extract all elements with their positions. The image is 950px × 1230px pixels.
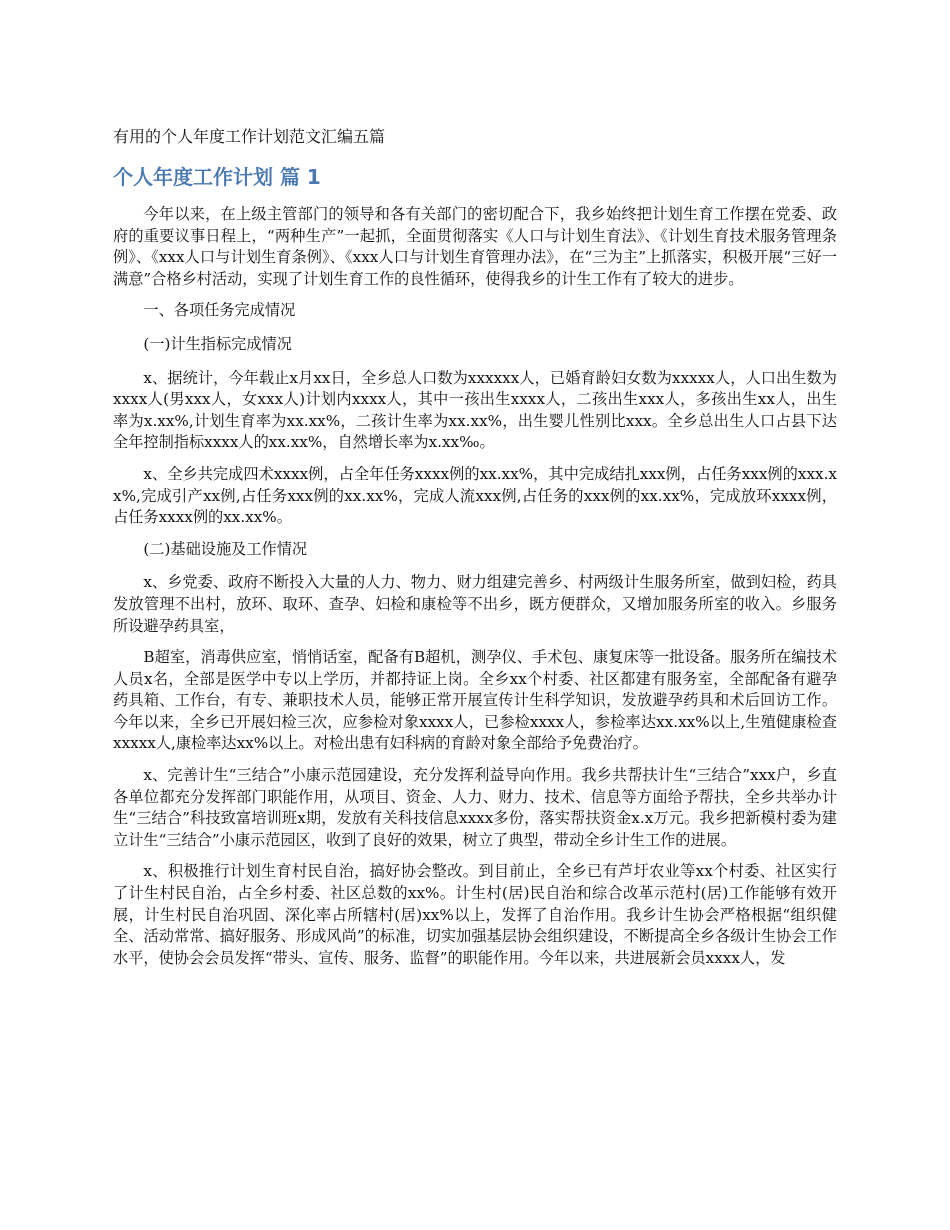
paragraph-statistics: x、据统计，今年载止x月xx日，全乡总人口数为xxxxxx人，已婚育龄妇女数为xxxxx人，人口出生数为xxxx人(男xxx人，女xxx人)计划内xxxx人，其中一孩出生xxxx人，二孩出生xxx人，多孩出生xx人，出生率为x.xx%,计划生育率为xx.xx%，二孩计生率为xx.xx%，出生婴儿性别比xxx。全乡总出生人口占县下达全年控制指标xxxx人的xx.xx%，自然增长率为x.xx‰。 xyxy=(113,368,837,452)
paragraph-section-1: 一、各项任务完成情况 xyxy=(143,301,296,320)
paragraph-intro: 今年以来，在上级主管部门的领导和各有关部门的密切配合下，我乡始终把计划生育工作摆在党委、政府的重要议事日程上，“两种生产”一起抓，全面贯彻落实《人口与计划生育法》、《计划生育技术服务管理条例》、《xxx人口与计划生育条例》、《xxx人口与计划生育管理办法》，在“三为主”上抓落实，积极开展“三好一满意”合格乡村活动，实现了计划生育工作的良性循环，使得我乡的计生工作有了较大的进步。 xyxy=(113,205,837,288)
paragraph-self-governance: x、积极推行计划生育村民自治，搞好协会整改。到目前止，全乡已有芦圩农业等xx个村委、社区实行了计生村民自治，占全乡村委、社区总数的xx%。计生村(居)民自治和综合改革示范村(居)工作能够有效开展，计生村民自治巩固、深化率占所辖村(居)xx%以上，发挥了自治作用。我乡计生协会严格根据“组织健全、活动常常、搞好服务、形成风尚”的标准，切实加强基层协会组织建设，不断提高全乡各级计生协会工作水平，使协会会员发挥“带头、宣传、服务、监督”的职能作用。今年以来，共进展新会员xxxx人，发 xyxy=(113,862,837,967)
document-body xyxy=(113,204,837,979)
paragraph-subsection-2: (二)基础设施及工作情况 xyxy=(143,539,308,558)
paragraph-facilities: x、乡党委、政府不断投入大量的人力、物力、财力组建完善乡、村两级计生服务所室，做到妇检，药具发放管理不出村，放环、取环、查孕、妇检和康检等不出乡，既方便群众，又增加服务所室的收入。乡服务所设避孕药具室， xyxy=(113,573,837,635)
paragraph-three-combination: x、完善计生“三结合”小康示范园建设，充分发挥利益导向作用。我乡共帮扶计生“三结合”xxx户，乡直各单位都充分发挥部门职能作用，从项目、资金、人力、财力、技术、信息等方面给予帮扶，全乡共举办计生“三结合”科技致富培训班x期，发放有关科技信息xxxx多份，落实帮扶资金x.x万元。我乡把新模村委为建立计生“三结合”小康示范园区，收到了良好的效果，树立了典型，带动全乡计生工作的进展。 xyxy=(113,766,837,849)
document-title: 有用的个人年度工作计划范文汇编五篇 xyxy=(113,127,386,146)
paragraph-equipment: B超室，消毒供应室，悄悄话室，配备有B超机，测孕仪、手术包、康复床等一批设备。服务所在编技术人员x名，全部是医学中专以上学历，并都持证上岗。全乡xx个村委、社区都建有服务室，全部配备有避孕药具箱、工作台，有专、兼职技术人员，能够正常开展宣传计生科学知识，发放避孕药具和术后回访工作。今年以来，全乡已开展妇检三次，应参检对象xxxx人，已参检xxxx人，参检率达xx.xx%以上,生殖健康检查xxxxx人,康检率达xx%以上。对检出患有妇科病的育龄对象全部给予免费治疗。 xyxy=(113,648,837,753)
paragraph-surgeries: x、全乡共完成四术xxxx例，占全年任务xxxx例的xx.xx%，其中完成结扎xxx例，占任务xxx例的xxx.xx%,完成引产xx例,占任务xxx例的xx.xx%，完成人流xxx例,占任务的xxx例的xx.xx%，完成放环xxxx例，占任务xxxx例的xx.xx%。 xyxy=(113,464,837,527)
section-heading: 个人年度工作计划 篇 1 xyxy=(113,165,321,189)
paragraph-subsection-1: (一)计生指标完成情况 xyxy=(143,334,292,353)
